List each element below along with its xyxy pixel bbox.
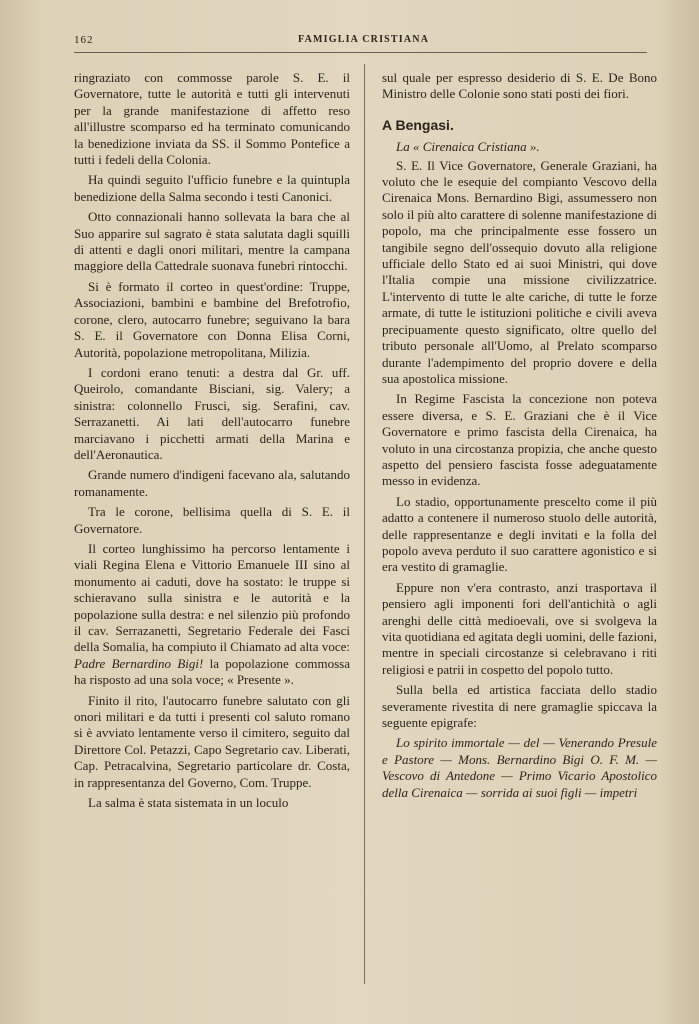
right-column (382, 70, 657, 805)
paragraph-chiamato (74, 541, 350, 689)
paragraph: S. E. Il Vice Governatore, Generale Graziani, ha voluto che le esequie del compianto Vescovo della Cirenaica Mons. Bernardino Bigi, assumessero non solo il più alto carattere di solenne manifestazione di popolo, ma che principalmente esse fossero un tangibile segno dell'ossequio dovuto alla religione ufficiale dello Stato ed ai suoi Ministri, qui dove l'Italia compie una missione civilizzatrice. L'intervento di tutte le alte cariche, di tutte le forze armate, di tutte le istituzioni politiche e civili aveva precipuamente questo significato, oltre quello del tributo personale all'Uomo, al Prelato scomparso durante l'adempimento del proprio dovere e della sua apostolica missione. (382, 157, 657, 386)
column-divider (364, 64, 365, 984)
paragraph: Tra le corone, bellisima quella di S. E. il Governatore. (74, 504, 350, 536)
paragraph: In Regime Fascista la concezione non poteva essere diversa, e S. E. Graziani che è il Vice Governatore e primo fascista della Cirenaica, ha voluto in una circostanza propizia, che anche questo aspetto del pensiero fascista fosse adeguatamente messo in evidenza. (382, 391, 657, 489)
paragraph: Eppure non v'era contrasto, anzi trasportava il pensiero agli imponenti fori dell'antichità o agli arenghi delle città medioevali, ove si svolgeva la vita quotidiana ed agitata degli uomini, delle fazioni, mentre in speciali circostanze si celebravano i riti religiosi e patrii in cospetto del popolo tutto. (382, 579, 657, 677)
chiamato-name: Padre Bernardino Bigi! (74, 655, 204, 671)
paragraph: sul quale per espresso desiderio di S. E. De Bono Ministro delle Colonie sono stati posti dei fiori. (382, 70, 657, 102)
left-column (74, 70, 350, 815)
chiamato-response: la popolazione commossa ha risposto ad una sola voce; « Presente ». (74, 655, 350, 688)
paragraph: Grande numero d'indigeni facevano ala, salutando romanamente. (74, 467, 350, 499)
paragraph: Si è formato il corteo in quest'ordine: Truppe, Associazioni, bambini e bambine del Brefotrofio, corone, clero, autocarro funebre; seguivano la bara S. E. il Governatore con Donna Elisa Corni, Autorità, popolazione metropolitana, Milizia. (74, 278, 350, 360)
page-number: 162 (74, 34, 94, 46)
paragraph: Finito il rito, l'autocarro funebre salutato con gli onori militari e da tutti i presenti col saluto romano si è avviato lentamente verso il cimitero, seguito dal Direttore Col. Petazzi, Capo Segretario cav. Liberati, Cap. Petracalvina, Segretario particolare dr. Costa, in rappresentanza del Governo, Com. Truppe. (74, 692, 350, 790)
paragraph: Lo stadio, opportunamente prescelto come il più adatto a contenere il numeroso stuolo delle autorità, delle rappresentanze e degli invitati e la folla del popolo aveva perduto il suo carattere agonistico e si era vestito di gramaglie. (382, 493, 657, 575)
paragraph: I cordoni erano tenuti: a destra dal Gr. uff. Queirolo, comandante Bisciani, sig. Valery; a sinistra: colonnello Frusci, sig. Serafini, cav. Serrazanetti. Ai lati dell'autocarro funebre marciavano i picchetti armati della Marina e dell'Aeronautica. (74, 364, 350, 462)
paragraph: ringraziato con commosse parole S. E. il Governatore, tutte le autorità e tutti gli intervenuti per la grande manifestazione di affetto reso all'illustre scomparso ed ha terminato comunicando la benedizione inviata da SS. il Sommo Pontefice a tutti i fedeli della Colonia. (74, 70, 350, 168)
page-header (74, 34, 639, 52)
epigraph: Lo spirito immortale — del — Venerando Presule e Pastore — Mons. Bernardino Bigi O. F. M. — Vescovo di Antedone — Primo Vicario Apostolico della Cirenaica — sorrida ai suoi figli — impetri (382, 735, 657, 800)
paragraph: La salma è stata sistemata in un loculo (88, 795, 289, 811)
section-title: A Bengasi. (382, 116, 454, 133)
paragraph: Sulla bella ed artistica facciata dello stadio severamente rivestita di nere gramaglie spiccava la seguente epigrafe: (382, 682, 657, 731)
running-title: FAMIGLIA CRISTIANA (298, 34, 430, 45)
paragraph-text: Il corteo lunghissimo ha percorso lentamente i viali Regina Elena e Vittorio Emanuele III sino al monumento ai caduti, dove ha sostato: le truppe si schieravano sulla sinistra e le autorità e la popolazione sulla destra: e nel silenzio più profondo il cav. Serrazanetti, Segretario Federale dei Fasci della Somalia, ha compiuto il Chiamato ad alta voce: (74, 540, 350, 655)
paragraph: Ha quindi seguito l'ufficio funebre e la quintupla benedizione della Salma secondo i testi Canonici. (74, 172, 350, 204)
section-subhead: La « Cirenaica Cristiana ». (396, 139, 540, 155)
header-rule (74, 52, 647, 53)
paragraph: Otto connazionali hanno sollevata la bara che al Suo apparire sul sagrato è stata salutata dagli squilli di attenti e dagli onori militari, mentre la campana maggiore della Cattedrale suonava funebri rintocchi. (74, 209, 350, 274)
